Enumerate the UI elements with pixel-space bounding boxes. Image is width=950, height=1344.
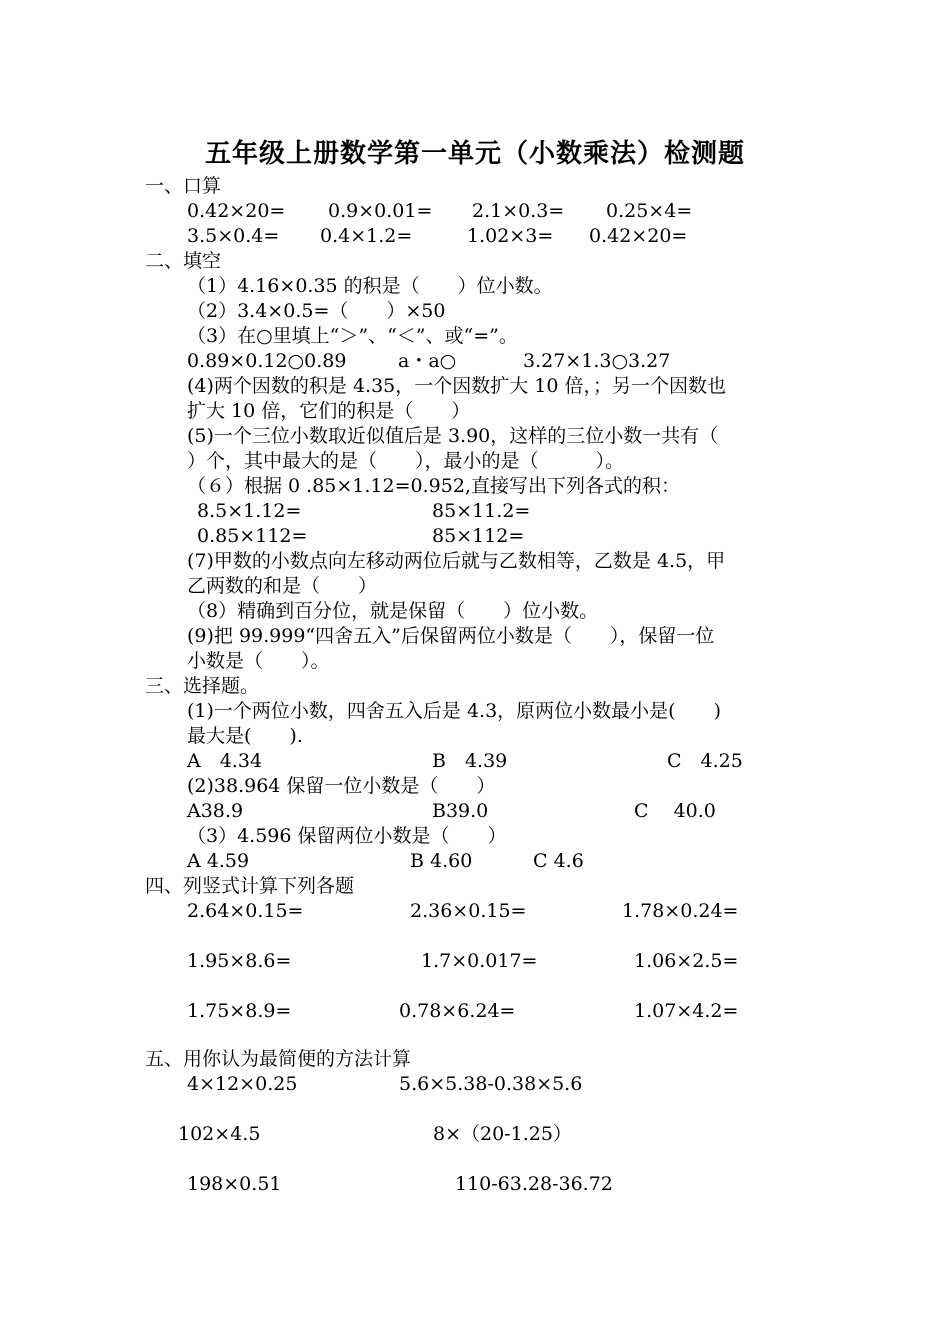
fill-question-5-cont: ）个，其中最大的是（ ），最小的是（ ）。 (187, 450, 625, 472)
section-4-heading: 四、列竖式计算下列各题 (145, 875, 355, 897)
fill-question-6: （６）根据 0 .85×1.12=0.952,直接写出下列各式的积： (187, 475, 680, 497)
section-5-heading: 五、用你认为最简便的方法计算 (145, 1048, 412, 1070)
vertical-calc-item: 2.64×0.15= (187, 900, 304, 922)
fill-question-2: （2）3.4×0.5=（ ）×50 (187, 300, 446, 322)
oral-calc-item: 0.42×20= (589, 225, 688, 247)
page-title: 五年级上册数学第一单元（小数乘法）检测题 (204, 139, 745, 169)
oral-calc-item: 2.1×0.3= (472, 200, 565, 222)
compare-item: 3.27×1.3○3.27 (523, 350, 671, 372)
vertical-calc-item: 1.75×8.9= (187, 1000, 292, 1022)
fill-question-1: （1）4.16×0.35 的积是（ ）位小数。 (187, 275, 553, 297)
product-item: 0.85×112= (197, 525, 308, 547)
vertical-calc-item: 1.06×2.5= (634, 950, 739, 972)
choice-option: B 4.60 (410, 850, 473, 872)
choice-option: C 4.25 (667, 750, 743, 772)
fill-question-9-cont: 小数是（ ）。 (187, 650, 330, 672)
vertical-calc-item: 0.78×6.24= (399, 1000, 516, 1022)
simple-calc-item: 8×（20-1.25） (433, 1123, 572, 1145)
vertical-calc-item: 2.36×0.15= (410, 900, 527, 922)
choice-option: B 4.39 (432, 750, 508, 772)
simple-calc-item: 198×0.51 (187, 1173, 282, 1195)
fill-question-7-cont: 乙两数的和是（ ） (187, 575, 378, 597)
section-1-heading: 一、口算 (145, 175, 222, 197)
simple-calc-item: 110-63.28-36.72 (455, 1173, 613, 1195)
fill-question-5: (5)一个三位小数取近似值后是 3.90，这样的三位小数一共有（ (187, 425, 719, 447)
product-item: 85×11.2= (432, 500, 531, 522)
vertical-calc-item: 1.7×0.017= (421, 950, 538, 972)
choice-question-2: (2)38.964 保留一位小数是（ ） (187, 775, 496, 797)
oral-calc-item: 0.25×4= (606, 200, 693, 222)
section-2-heading: 二、填空 (145, 250, 222, 272)
product-item: 85×112= (432, 525, 525, 547)
vertical-calc-item: 1.07×4.2= (634, 1000, 739, 1022)
fill-question-8: （8）精确到百分位，就是保留（ ）位小数。 (187, 600, 599, 622)
fill-question-7: (7)甲数的小数点向左移动两位后就与乙数相等，乙数是 4.5，甲 (187, 550, 726, 572)
fill-question-4-cont: 扩大 10 倍，它们的积是（ ） (187, 400, 471, 422)
vertical-calc-item: 1.78×0.24= (622, 900, 739, 922)
oral-calc-item: 0.9×0.01= (328, 200, 433, 222)
oral-calc-item: 3.5×0.4= (187, 225, 280, 247)
compare-item: a・a○ (398, 350, 457, 372)
simple-calc-item: 4×12×0.25 (187, 1073, 298, 1095)
choice-question-1: (1)一个两位小数，四舍五入后是 4.3，原两位小数最小是( ) (187, 700, 721, 722)
oral-calc-item: 0.4×1.2= (320, 225, 413, 247)
choice-option: A 4.59 (187, 850, 250, 872)
choice-option: A 4.34 (187, 750, 263, 772)
fill-question-4: (4)两个因数的积是 4.35，一个因数扩大 10 倍，；另一个因数也 (187, 375, 727, 397)
choice-option: C 4.6 (533, 850, 584, 872)
choice-option: B39.0 (432, 800, 489, 822)
oral-calc-item: 0.42×20= (187, 200, 286, 222)
simple-calc-item: 102×4.5 (178, 1123, 261, 1145)
choice-question-3: （3）4.596 保留两位小数是（ ） (187, 825, 507, 847)
vertical-calc-item: 1.95×8.6= (187, 950, 292, 972)
fill-question-3: （3）在○里填上“＞”、“＜”、或“=”。 (187, 325, 518, 347)
simple-calc-item: 5.6×5.38-0.38×5.6 (399, 1073, 583, 1095)
choice-question-1-cont: 最大是( ). (187, 725, 303, 747)
choice-option: A38.9 (187, 800, 244, 822)
product-item: 8.5×1.12= (197, 500, 302, 522)
fill-question-9: (9)把 99.999“四舍五入”后保留两位小数是（ ），保留一位 (187, 625, 715, 647)
compare-item: 0.89×0.12○0.89 (187, 350, 347, 372)
oral-calc-item: 1.02×3= (467, 225, 554, 247)
choice-option: C 40.0 (634, 800, 716, 822)
section-3-heading: 三、选择题。 (145, 675, 260, 697)
